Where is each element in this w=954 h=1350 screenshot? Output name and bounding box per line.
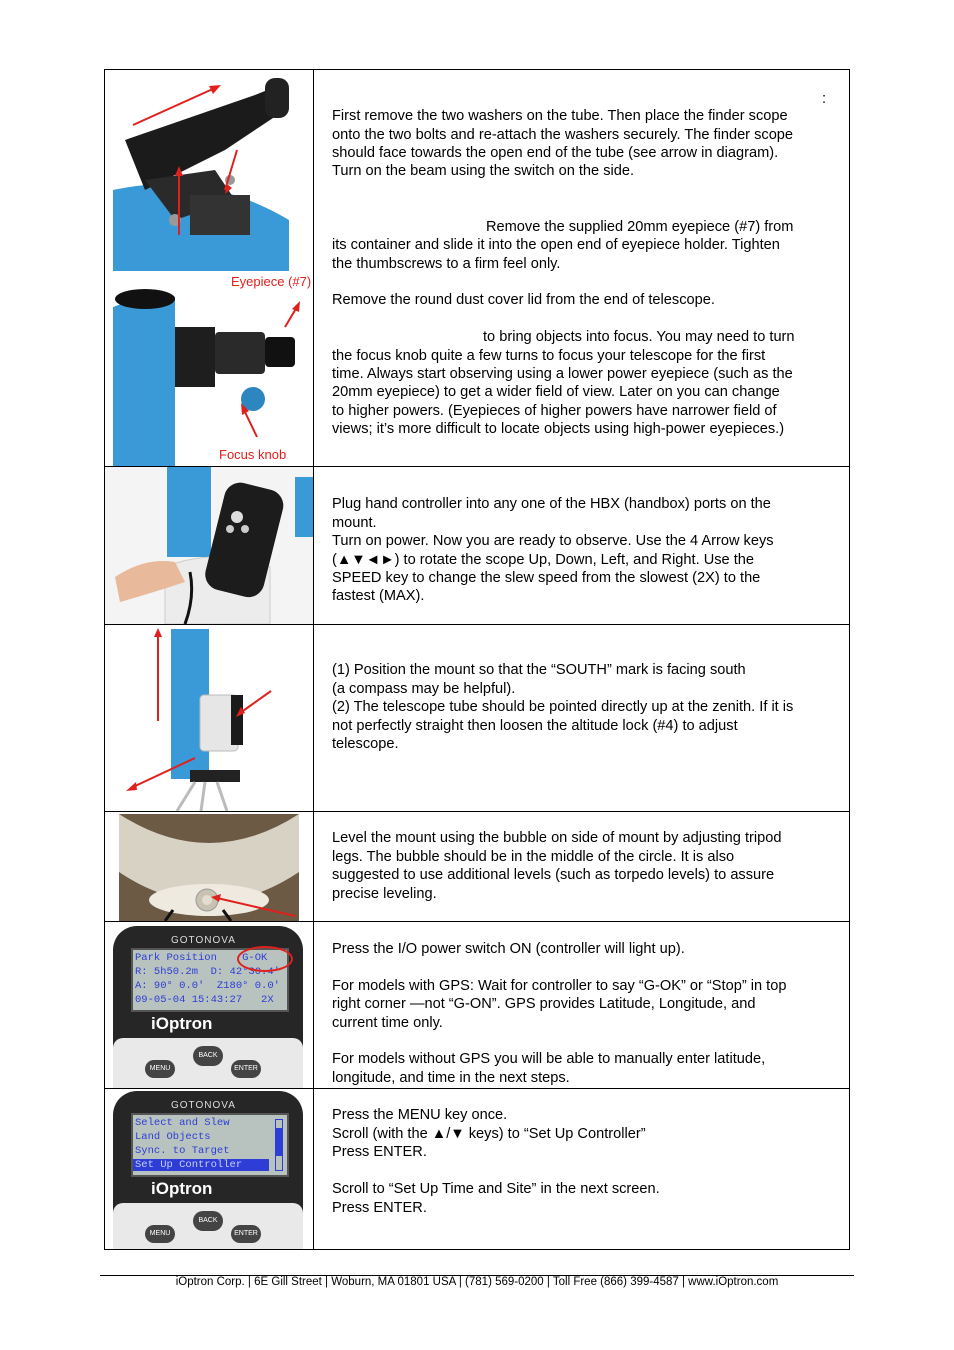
lcd-line: A: 90° 0.0' Z180° 0.0' xyxy=(135,980,280,992)
lcd-screen xyxy=(131,948,289,1012)
text-line: Remove the supplied 20mm eyepiece (#7) from xyxy=(486,219,794,235)
text-line: Scroll (with the ▲/▼ keys) to “Set Up Controller” xyxy=(332,1126,646,1142)
lcd-line: Park Position G-OK xyxy=(135,952,268,964)
text-line: to bring objects into focus. You may need to turn xyxy=(483,329,795,345)
focus-knob-caption: Focus knob xyxy=(219,447,287,462)
keypad xyxy=(113,1038,303,1088)
text-line: its container and slide it into the open end of eyepiece holder. Tighten xyxy=(332,237,780,253)
text-line: (a compass may be helpful). xyxy=(332,681,516,697)
text-line: mount. xyxy=(332,515,377,531)
text-line: time. Always start observing using a lower power eyepiece (such as the xyxy=(332,366,793,382)
text-line: Level the mount using the bubble on side of mount by adjusting tripod xyxy=(332,830,782,846)
back-key[interactable]: BACK xyxy=(193,1046,223,1066)
menu-setup-image xyxy=(105,1089,314,1249)
text-line: fastest (MAX). xyxy=(332,588,425,604)
text-line: Turn on the beam using the switch on the side. xyxy=(332,163,635,179)
text-line: telescope. xyxy=(332,736,399,752)
hand-controller-text xyxy=(314,467,849,624)
lcd-line: 09-05-04 15:43:27 2X xyxy=(135,994,274,1006)
text-line: For models with GPS: Wait for controller to say “G-OK” or “Stop” in top xyxy=(332,978,787,994)
scrollbar-thumb xyxy=(276,1128,282,1156)
text-line: First remove the two washers on the tube. Then place the finder scope xyxy=(332,108,788,124)
position-mount-image xyxy=(105,625,314,811)
position-mount-text xyxy=(314,625,849,811)
page-footer: iOptron Corp. | 6E Gill Street | Woburn, MA 01801 USA | (781) 569-0200 | Toll Free (866) 399-4587 | www.iOptron.com xyxy=(175,1276,779,1288)
text-line: views; it’s more difficult to locate objects using high-power eyepieces.) xyxy=(332,421,785,437)
mount-tripod-photo xyxy=(105,625,313,811)
text-line: (1) Position the mount so that the “SOUTH” mark is facing south xyxy=(332,662,746,678)
menu-option: Land Objects xyxy=(135,1131,211,1143)
eyepiece-focus-photo xyxy=(105,287,313,466)
hand-controller-device xyxy=(113,926,303,1088)
menu-option: Select and Slew xyxy=(135,1117,230,1129)
text-line: (2) The telescope tube should be pointed directly up at the zenith. If it is xyxy=(332,699,794,715)
text-line: the focus knob quite a few turns to focus your telescope for the first xyxy=(332,348,766,364)
text-line: Turn on power. Now you are ready to observe. Use the 4 Arrow keys xyxy=(332,533,774,549)
text-line: Remove the round dust cover lid from the end of telescope. xyxy=(332,292,715,308)
text-line: Plug hand controller into any one of the HBX (handbox) ports on the xyxy=(332,496,771,512)
power-on-image xyxy=(105,922,314,1088)
eyepiece-caption: Eyepiece (#7) xyxy=(231,274,312,289)
text-line: right corner —not “G-ON”. GPS provides Latitude, Longitude, and xyxy=(332,996,756,1012)
text-line: 20mm eyepiece) to get a wider field of view. Later on you can change xyxy=(332,384,780,400)
text-line: the thumbscrews to a firm feel only. xyxy=(332,256,561,272)
colon-mark: : xyxy=(822,91,827,107)
lcd-line: R: 5h50.2m D: 42°30.4' xyxy=(135,966,280,978)
text-line: For models without GPS you will be able to manually enter latitude, xyxy=(332,1051,766,1067)
back-key[interactable]: BACK xyxy=(193,1211,223,1231)
hand-controller-image xyxy=(105,467,314,624)
row-power-on xyxy=(105,922,849,1089)
row-position-mount xyxy=(105,625,849,812)
lcd-screen xyxy=(131,1113,289,1177)
hand-controller-device xyxy=(113,1091,303,1249)
bubble-level-photo xyxy=(105,812,313,921)
enter-key[interactable]: ENTER xyxy=(231,1225,261,1243)
iotron-logo: iOptron xyxy=(151,1014,213,1033)
text-line: current time only. xyxy=(332,1015,443,1031)
text-line: suggested to use additional levels (such as torpedo levels) to assure xyxy=(332,867,775,883)
row-level-mount xyxy=(105,812,849,922)
text-line: should face towards the open end of the tube (see arrow in diagram). xyxy=(332,145,779,161)
text-line: Press the MENU key once. xyxy=(332,1107,508,1123)
menu-option: Sync. to Target xyxy=(135,1145,230,1157)
g-ok-highlight xyxy=(237,946,293,972)
row-menu-setup xyxy=(105,1089,849,1249)
text-line: to higher powers. (Eyepieces of higher powers have narrower field of xyxy=(332,403,777,419)
power-on-text xyxy=(314,922,849,1088)
hand-controller-photo xyxy=(105,467,313,624)
brand-label: GOTONOVA xyxy=(171,1100,236,1111)
text-line: precise leveling. xyxy=(332,886,437,902)
keypad xyxy=(113,1203,303,1249)
menu-key[interactable]: MENU xyxy=(145,1225,175,1243)
finder-eyepiece-images xyxy=(105,70,314,466)
text-line: Scroll to “Set Up Time and Site” in the next screen. xyxy=(332,1181,660,1197)
level-mount-text xyxy=(314,812,849,921)
scrollbar xyxy=(275,1119,283,1171)
row-finder-eyepiece xyxy=(105,70,849,467)
menu-option-selected: Set Up Controller xyxy=(133,1159,269,1171)
finder-eyepiece-text xyxy=(314,70,849,466)
text-line: Press ENTER. xyxy=(332,1200,427,1216)
level-mount-image xyxy=(105,812,314,921)
iotron-logo: iOptron xyxy=(151,1179,213,1198)
text-line: longitude, and time in the next steps. xyxy=(332,1070,570,1086)
instruction-table xyxy=(104,69,850,1250)
text-line: Press ENTER. xyxy=(332,1144,427,1160)
brand-label: GOTONOVA xyxy=(171,935,236,946)
text-line: not perfectly straight then loosen the altitude lock (#4) to adjust xyxy=(332,718,738,734)
row-hand-controller xyxy=(105,467,849,625)
text-line: legs. The bubble should be in the middle of the circle. It is also xyxy=(332,849,735,865)
menu-key[interactable]: MENU xyxy=(145,1060,175,1078)
text-line: onto the two bolts and re-attach the washers securely. The finder scope xyxy=(332,127,794,143)
enter-key[interactable]: ENTER xyxy=(231,1060,261,1078)
menu-setup-text xyxy=(314,1089,849,1249)
text-line: (▲▼◄►) to rotate the scope Up, Down, Left, and Right. Use the xyxy=(332,552,755,568)
text-line: SPEED key to change the slew speed from the slowest (2X) to the xyxy=(332,570,761,586)
text-line: Press the I/O power switch ON (controller will light up). xyxy=(332,941,685,957)
